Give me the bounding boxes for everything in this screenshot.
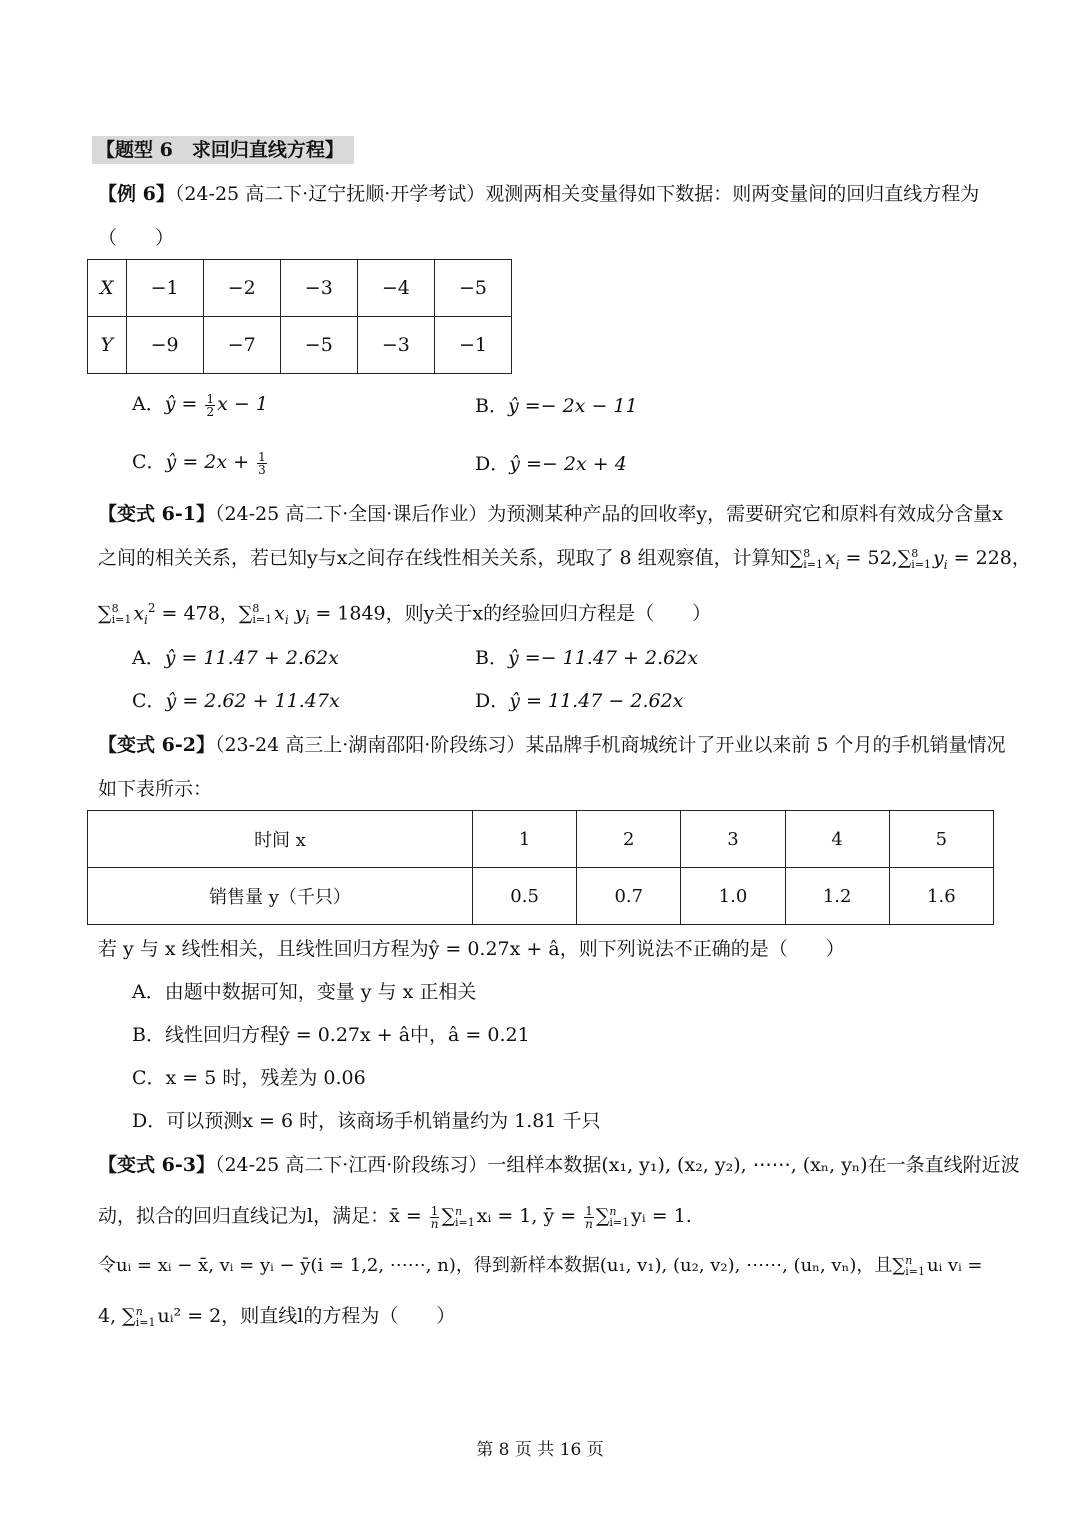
option-c — [132, 450, 269, 476]
sum-upper: 8 — [111, 602, 119, 616]
sum-lower: i=1 — [911, 558, 932, 571]
option-label: B． — [475, 395, 508, 417]
variant-6-1-label: 【变式 6-1】 — [98, 503, 215, 525]
variant-6-3-line4 — [98, 1304, 455, 1328]
sum-limits — [136, 1306, 156, 1328]
fraction — [584, 1205, 594, 1230]
variant-6-2-line2: 如下表所示： — [98, 778, 213, 800]
example-6-label: 【例 6】 — [98, 183, 175, 205]
option-label: B． — [475, 647, 508, 669]
option-label: A． — [132, 981, 165, 1003]
sum-limits — [905, 1255, 925, 1277]
option-a — [132, 980, 476, 1004]
sum-upper: 8 — [252, 602, 260, 616]
sum-upper: n — [135, 1305, 143, 1318]
option-b — [132, 1023, 530, 1047]
section-heading: 【题型 6 求回归直线方程】 — [92, 136, 354, 164]
option-math: ŷ = 11.47 − 2.62x — [509, 690, 684, 712]
variant-6-1-line1 — [98, 502, 1003, 526]
variant-6-1-text: 为预测某种产品的回收率y，需要研究它和原料有效成分含量x — [487, 503, 1003, 525]
option-math: ŷ =− 11.47 + 2.62x — [507, 647, 699, 669]
table-cell: 2 — [577, 811, 681, 868]
table-cell: −1 — [126, 260, 203, 317]
fraction-numerator: 1 — [585, 1203, 593, 1218]
sum-limits — [609, 1206, 629, 1228]
option-d — [475, 452, 627, 476]
sum-upper: 8 — [911, 547, 919, 560]
table-cell: 3 — [681, 811, 785, 868]
sum-term: x — [824, 547, 836, 569]
fraction — [205, 393, 215, 418]
option-label: C． — [132, 1067, 166, 1089]
option-label: C． — [132, 690, 166, 712]
sum-lower: i=1 — [135, 1316, 156, 1329]
option-a — [132, 392, 268, 418]
variant-6-3-line3 — [98, 1254, 983, 1278]
sum-symbol: ∑ — [98, 602, 112, 625]
sum-upper: n — [455, 1205, 463, 1218]
table-row — [88, 317, 512, 374]
option-text: 可以预测x = 6 时，该商场手机销量约为 1.81 千只 — [166, 1110, 601, 1132]
option-d — [475, 689, 683, 713]
sum-symbol: ∑ — [892, 1255, 906, 1276]
sum-limits — [252, 603, 272, 625]
example-6-source: （24-25 高二下·辽宁抚顺·开学考试） — [174, 183, 486, 205]
option-math: ŷ =− 2x + 4 — [509, 453, 627, 475]
option-b — [475, 394, 638, 418]
variant-6-2-label: 【变式 6-2】 — [98, 734, 215, 756]
option-d — [132, 1109, 600, 1133]
variant-6-3-text: xᵢ = 1, ȳ = — [476, 1205, 583, 1227]
table-cell: X — [88, 260, 127, 317]
fraction-denominator: 2 — [206, 404, 215, 419]
table-cell: Y — [88, 317, 127, 374]
table-row — [88, 868, 994, 925]
option-math: ŷ = 11.47 + 2.62x — [164, 647, 339, 669]
table-row — [88, 811, 994, 868]
sum-term: y — [933, 547, 944, 569]
option-label: D． — [475, 690, 510, 712]
sum-lower: i=1 — [455, 1216, 475, 1229]
variant-6-3-text: 4, — [98, 1305, 123, 1327]
table-cell: 0.7 — [577, 868, 681, 925]
example-6-question: 观测两相关变量得如下数据：则两变量间的回归直线方程为 — [485, 183, 980, 205]
sum-lower: i=1 — [905, 1265, 925, 1278]
sum-limits — [911, 548, 931, 570]
sum-symbol: ∑ — [238, 602, 253, 625]
variant-6-2-line1 — [98, 733, 1006, 757]
sum-symbol: ∑ — [122, 1305, 136, 1327]
variant-6-1-line3: ∑ 8 i=1 $x_i^2 = 478$，∑ 8 i=1 $x_i$ $y_i = 1849$，则y关于x的经验回归方程是（ ） — [98, 601, 712, 628]
option-text: 线性回归方程ŷ = 0.27x + â中，â = 0.21 — [164, 1024, 530, 1046]
variant-6-3-line2 — [98, 1204, 692, 1230]
sum-symbol: ∑ — [595, 1205, 610, 1227]
sum-limits — [112, 603, 132, 625]
table-cell: −4 — [357, 260, 434, 317]
option-math: ŷ =− 2x − 11 — [507, 395, 638, 417]
sum-limits — [803, 548, 823, 570]
table-cell: 5 — [889, 811, 993, 868]
sum-lower: i=1 — [111, 613, 132, 627]
fraction-denominator: 3 — [258, 462, 266, 477]
sum-symbol: ∑ — [441, 1205, 456, 1227]
option-label: D． — [475, 453, 510, 475]
option-c — [132, 1066, 366, 1090]
sum-lower: i=1 — [252, 613, 273, 627]
option-c — [132, 689, 340, 713]
option-math: ŷ = 2x + — [165, 451, 256, 473]
variant-6-1-source: （24-25 高二下·全国·课后作业） — [214, 503, 488, 525]
option-math: ŷ = — [164, 393, 204, 415]
fraction-numerator: 1 — [258, 449, 266, 464]
fraction — [257, 451, 267, 476]
option-text: 由题中数据可知，变量 y 与 x 正相关 — [164, 981, 477, 1003]
table-cell: −2 — [203, 260, 280, 317]
variant-6-3-text: uᵢ² = 2，则直线l的方程为（ ） — [157, 1305, 456, 1327]
sum-value: = 52, — [839, 547, 898, 569]
sum-upper: n — [609, 1205, 617, 1218]
variant-6-2-source: （23-24 高三上·湖南邵阳·阶段练习） — [214, 734, 526, 756]
variant-6-1-line2: 之间的相关关系，若已知y与x之间存在线性相关关系，现取了 8 组观察值，计算知∑ 8 i=1 $x_i = 52,\sum$ 8 i=1 $y_i = 228$， — [98, 547, 1031, 572]
sum-symbol: ∑ — [789, 547, 804, 569]
variant-6-3-text: uᵢ vᵢ = — [926, 1255, 983, 1276]
table-cell: 1.6 — [889, 868, 993, 925]
fraction-denominator: n — [430, 1216, 439, 1231]
option-math: x − 1 — [217, 393, 268, 415]
fraction — [430, 1205, 440, 1230]
option-label: B． — [132, 1024, 165, 1046]
table-row — [88, 260, 512, 317]
table-cell: 1.0 — [681, 868, 785, 925]
sum-value: = 228， — [947, 547, 1031, 569]
table-cell: 1 — [473, 811, 577, 868]
sum-symbol: ∑ — [897, 547, 912, 569]
table-cell: −5 — [434, 260, 511, 317]
variant-6-3-text: yᵢ = 1. — [631, 1205, 692, 1227]
variant-6-3-line1 — [98, 1153, 1020, 1177]
option-math: ŷ = 2.62 + 11.47x — [165, 690, 340, 712]
variant-6-3-text: 一组样本数据(x₁, y₁), (x₂, y₂), ⋯⋯, (xₙ, yₙ)在一条直线附近波 — [487, 1154, 1020, 1176]
option-text: x = 5 时，残差为 0.06 — [165, 1067, 366, 1089]
example-6-line1 — [98, 182, 979, 206]
example-6-blank: （ ） — [98, 227, 175, 249]
variant-6-3-text: 动，拟合的回归直线记为l，满足：x̄ = — [98, 1205, 428, 1227]
sum-value: = 478， — [155, 602, 239, 625]
sum-lower: i=1 — [609, 1216, 630, 1229]
variant-6-2-table — [87, 810, 994, 925]
table-cell: −5 — [280, 317, 357, 374]
table-cell: 时间 x — [88, 811, 473, 868]
variant-6-1-text: = 1849，则y关于x的经验回归方程是（ ） — [309, 602, 712, 625]
option-b — [475, 646, 698, 670]
sum-upper: 8 — [803, 547, 811, 560]
table-cell: 销售量 y（千只） — [88, 868, 473, 925]
sum-lower: i=1 — [803, 558, 823, 571]
option-label: A． — [132, 393, 165, 415]
variant-6-2-question: 若 y 与 x 线性相关，且线性回归方程为ŷ = 0.27x + â，则下列说法不正确的是（ ） — [98, 938, 845, 960]
table-cell: −3 — [357, 317, 434, 374]
variant-6-3-text: 令uᵢ = xᵢ − x̄, vᵢ = yᵢ − ȳ(i = 1,2, ⋯⋯, n)，得到新样本数据(u₁, v₁), (u₂, v₂), ⋯⋯, (uₙ, vₙ)，且 — [98, 1255, 893, 1276]
variant-6-1-text: 之间的相关关系，若已知y与x之间存在线性相关关系，现取了 8 组观察值，计算知 — [98, 547, 790, 569]
sum-upper: n — [905, 1254, 913, 1267]
variant-6-3-source: （24-25 高二下·江西·阶段练习） — [214, 1154, 488, 1176]
option-label: C． — [132, 451, 166, 473]
fraction-numerator: 1 — [430, 1203, 439, 1218]
option-a — [132, 646, 339, 670]
table-cell: 1.2 — [785, 868, 889, 925]
table-cell: 0.5 — [473, 868, 577, 925]
table-cell: −7 — [203, 317, 280, 374]
table-cell: 4 — [785, 811, 889, 868]
page-footer: 第 8 页 共 16 页 — [476, 1440, 604, 1460]
option-label: A． — [132, 647, 165, 669]
variant-6-3-label: 【变式 6-3】 — [98, 1154, 215, 1176]
table-cell: −9 — [126, 317, 203, 374]
table-cell: −3 — [280, 260, 357, 317]
option-label: D． — [132, 1110, 167, 1132]
table-cell: −1 — [434, 317, 511, 374]
sum-limits — [455, 1206, 475, 1228]
fraction-denominator: n — [585, 1216, 593, 1231]
fraction-numerator: 1 — [206, 391, 215, 406]
variant-6-2-text: 某品牌手机商城统计了开业以来前 5 个月的手机销量情况 — [525, 734, 1006, 756]
example-6-table — [87, 259, 512, 374]
